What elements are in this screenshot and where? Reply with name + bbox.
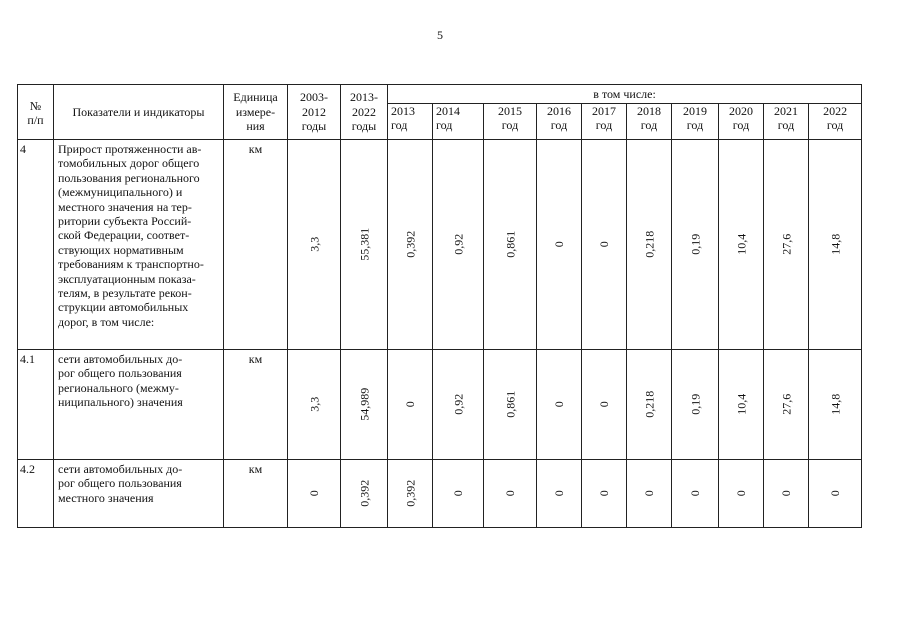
value-2013-2022 (341, 350, 388, 460)
header-unit: Единица измере- ния (224, 85, 288, 140)
header-year-2014 (433, 104, 484, 140)
year-label: 2018 (637, 104, 661, 118)
year-word: год (777, 118, 795, 133)
value-2021-value: 27,6 (778, 233, 793, 255)
value-2019 (672, 460, 719, 528)
year-word: год (640, 118, 658, 133)
value-2003-2012 (288, 350, 341, 460)
value-2016-value: 0 (551, 490, 566, 497)
header-year-2013 (388, 104, 433, 140)
value-2014-value: 0,92 (450, 393, 465, 415)
value-2022 (809, 140, 862, 350)
value-2020 (719, 350, 764, 460)
year-label: 2014 (436, 104, 460, 118)
value-2014 (433, 140, 484, 350)
year-label: 2017 (592, 104, 616, 118)
year-label: 2021 (774, 104, 798, 118)
value-2017-value: 0 (596, 490, 611, 497)
value-2013 (388, 350, 433, 460)
value-2019-value: 0,19 (687, 233, 702, 255)
value-2021 (764, 140, 809, 350)
value-2020-value: 10,4 (733, 393, 748, 415)
value-2021 (764, 350, 809, 460)
header-year-2017 (582, 104, 627, 140)
value-2021-value: 27,6 (778, 393, 793, 415)
row-indicator: сети автомобильных до- рог общего пользования регионального (межму- ниципального) значения (54, 350, 224, 460)
year-word: год (686, 118, 704, 133)
table-row (18, 140, 862, 350)
table-row (18, 460, 862, 528)
value-2014 (433, 350, 484, 460)
header-year-2016 (537, 104, 582, 140)
value-2015 (484, 460, 537, 528)
value-2022 (809, 460, 862, 528)
value-2020 (719, 140, 764, 350)
value-2015-value: 0,861 (502, 390, 517, 418)
year-label: 2020 (729, 104, 753, 118)
value-2019-value: 0 (687, 490, 702, 497)
value-2018 (627, 140, 672, 350)
page-number: 5 (437, 28, 443, 42)
value-2020-value: 0 (733, 490, 748, 497)
header-period-2013-2022: 2013- 2022 годы (341, 85, 388, 140)
value-2013 (388, 140, 433, 350)
row-indicator: сети автомобильных до- рог общего пользования местного значения (54, 460, 224, 528)
value-2020-value: 10,4 (733, 233, 748, 255)
row-number: 4.1 (18, 350, 54, 460)
value-2013-2022 (341, 460, 388, 528)
year-word: год (550, 118, 568, 133)
value-2018-value: 0,218 (641, 230, 656, 258)
value-2003-2012 (288, 460, 341, 528)
header-year-2021 (764, 104, 809, 140)
value-2015-value: 0,861 (502, 230, 517, 258)
value-2016-value: 0 (551, 241, 566, 248)
value-2016-value: 0 (551, 401, 566, 408)
value-2018 (627, 350, 672, 460)
value-2013-2022-value: 0,392 (356, 479, 371, 507)
value-2020 (719, 460, 764, 528)
value-2017-value: 0 (596, 401, 611, 408)
value-2017 (582, 350, 627, 460)
year-label: 2013 (391, 104, 415, 118)
header-num: № п/п (18, 85, 54, 140)
value-2016 (537, 140, 582, 350)
value-2018-value: 0 (641, 490, 656, 497)
value-2014-value: 0 (450, 490, 465, 497)
value-2003-2012-value: 0 (306, 490, 321, 497)
header-period-2003-2012: 2003- 2012 годы (288, 85, 341, 140)
value-2022-value: 14,8 (827, 393, 842, 415)
value-2017 (582, 460, 627, 528)
value-2013 (388, 460, 433, 528)
row-number: 4.2 (18, 460, 54, 528)
year-label: 2022 (823, 104, 848, 118)
year-word: год (391, 118, 408, 133)
value-2014 (433, 460, 484, 528)
value-2013-2022-value: 54,989 (356, 387, 371, 421)
year-word: год (732, 118, 750, 133)
value-2003-2012-value: 3,3 (306, 396, 321, 412)
row-indicator: Прирост протяженности ав- томобильных дорог общего пользования регионального (межмуниципального) и местного значения на тер- ритории субъекта Россий- ской Федерации, соответ- ствующих нормативным требованиям к транспортно- эксплуатационным показа- телям, в результате рекон- струкции автомобильных дорог, в том числе: (54, 140, 224, 350)
row-unit: км (224, 140, 288, 350)
value-2022-value: 14,8 (827, 233, 842, 255)
value-2013-value: 0,392 (402, 230, 417, 258)
year-word: год (501, 118, 519, 133)
value-2013-2022-value: 55,381 (356, 227, 371, 261)
year-label: 2019 (683, 104, 707, 118)
value-2019 (672, 140, 719, 350)
row-unit: км (224, 350, 288, 460)
value-2019 (672, 350, 719, 460)
year-label: 2015 (498, 104, 522, 118)
value-2022 (809, 350, 862, 460)
row-unit: км (224, 460, 288, 528)
header-year-2015 (484, 104, 537, 140)
row-number: 4 (18, 140, 54, 350)
indicators-table (17, 84, 862, 528)
header-year-2018 (627, 104, 672, 140)
header-year-2020 (719, 104, 764, 140)
value-2022-value: 0 (827, 490, 842, 497)
value-2018 (627, 460, 672, 528)
value-2013-value: 0 (402, 401, 417, 408)
value-2003-2012 (288, 140, 341, 350)
header-year-2019 (672, 104, 719, 140)
value-2015 (484, 350, 537, 460)
value-2003-2012-value: 3,3 (306, 236, 321, 252)
header-including: в том числе: (388, 85, 862, 104)
year-word: год (595, 118, 613, 133)
value-2013-value: 0,392 (402, 479, 417, 507)
value-2013-2022 (341, 140, 388, 350)
value-2018-value: 0,218 (641, 390, 656, 418)
value-2014-value: 0,92 (450, 233, 465, 255)
value-2015 (484, 140, 537, 350)
year-word: год (826, 118, 844, 133)
value-2021-value: 0 (778, 490, 793, 497)
value-2021 (764, 460, 809, 528)
value-2016 (537, 350, 582, 460)
value-2017-value: 0 (596, 241, 611, 248)
value-2019-value: 0,19 (687, 393, 702, 415)
header-year-2022 (809, 104, 862, 140)
value-2017 (582, 140, 627, 350)
year-word: год (436, 118, 453, 133)
year-label: 2016 (547, 104, 571, 118)
table-row (18, 350, 862, 460)
value-2016 (537, 460, 582, 528)
header-indicator: Показатели и индикаторы (54, 85, 224, 140)
value-2015-value: 0 (502, 490, 517, 497)
